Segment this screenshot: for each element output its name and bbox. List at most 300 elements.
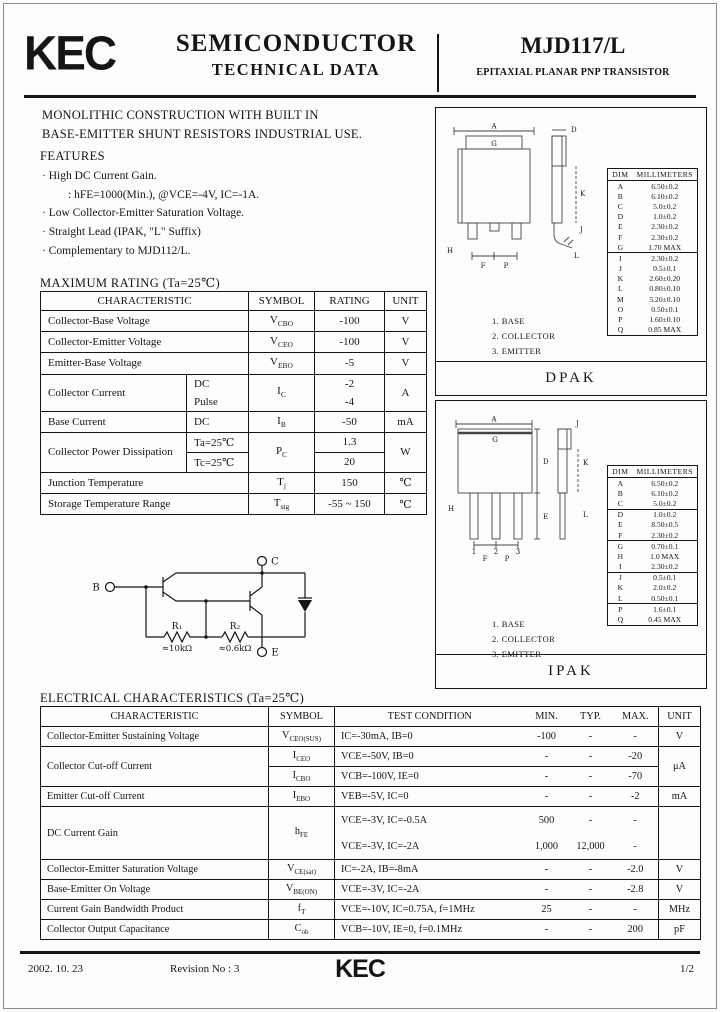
rating-row xyxy=(41,472,427,493)
dim-cell: 6.50±0.2 xyxy=(651,181,679,191)
feature-item: : hFE=1000(Min.), @VCE=-4V, IC=-1A. xyxy=(68,188,260,201)
electrical-characteristics-table xyxy=(40,706,701,940)
dim-cell: Q xyxy=(617,325,624,335)
min-cell: -100 xyxy=(525,727,569,747)
characteristic-cell: Emitter Cut-off Current xyxy=(41,787,269,807)
condition-cell: Ta=25℃ xyxy=(187,432,249,452)
symbol-main: I xyxy=(292,749,297,761)
symbol-sub: CEO xyxy=(296,755,311,764)
header-condition: TEST CONDITION xyxy=(335,707,525,727)
dim-cell: G xyxy=(617,541,624,551)
characteristic-cell: Junction Temperature xyxy=(41,472,249,493)
ipak-dim-row xyxy=(608,509,698,520)
dim-label: H xyxy=(448,505,455,513)
dim-cell: K xyxy=(617,274,624,284)
dim-cell: 5.0±0.2 xyxy=(632,498,697,509)
min-cell: - xyxy=(525,747,569,767)
dim-label: D xyxy=(543,458,549,466)
dim-cell: 6.50±0.2 xyxy=(651,478,679,488)
ipak-dim-row xyxy=(608,604,698,615)
dim-cell: 2.30±0.2 xyxy=(651,222,679,232)
feature-item: · High DC Current Gain. xyxy=(42,170,157,182)
title-semiconductor: SEMICONDUCTOR xyxy=(175,30,417,57)
min-cell: - xyxy=(525,880,569,900)
unit-cell: V xyxy=(659,727,701,747)
header-unit: UNIT xyxy=(385,292,427,311)
dim-cell: 0.50±0.1 xyxy=(632,593,697,604)
symbol-cell xyxy=(269,900,335,920)
elec-row xyxy=(41,747,701,767)
condition-cell: Tc=25℃ xyxy=(187,452,249,472)
header-characteristic: CHARACTERISTIC xyxy=(41,292,249,311)
max-cell: -2 xyxy=(613,787,659,807)
typ-cell: - xyxy=(569,920,613,940)
symbol-main: V xyxy=(270,335,278,348)
dim-label: J xyxy=(576,420,579,428)
ipak-dim-row xyxy=(608,614,698,625)
ipak-dim-row xyxy=(608,541,698,552)
elec-row xyxy=(41,727,701,747)
symbol-cell xyxy=(269,860,335,880)
max-cell: -20 xyxy=(613,747,659,767)
dim-cell: D xyxy=(617,212,624,222)
header-symbol: SYMBOL xyxy=(269,707,335,727)
rating-cell: 20 xyxy=(315,452,385,472)
symbol-main: T xyxy=(273,496,281,509)
dim-cell: L xyxy=(618,284,623,294)
part-block xyxy=(450,33,696,78)
dim-cell: E xyxy=(618,520,623,530)
characteristic-cell: Base Current xyxy=(41,411,187,432)
rating-cell: -55 ~ 150 xyxy=(315,493,385,514)
feature-item: · Straight Lead (IPAK, "L" Suffix) xyxy=(42,225,201,238)
dim-cell: G xyxy=(608,242,633,253)
dpak-dimension-table xyxy=(607,168,698,336)
dpak-dim-row xyxy=(608,325,698,336)
dim-cell: 2.30±0.2 xyxy=(632,530,697,541)
dim-cell: 0.80±0.10 xyxy=(649,284,681,294)
min-cell: - xyxy=(525,767,569,787)
dim-cell: E xyxy=(618,222,623,232)
dim-cell: Q xyxy=(617,615,624,625)
unit-cell: μA xyxy=(659,747,701,787)
part-number: MJD117/L xyxy=(520,33,626,58)
symbol-sub: EBO xyxy=(278,361,293,371)
dim-cell: 1.0 MAX xyxy=(650,551,680,561)
dim-col-header: DIM xyxy=(608,169,633,181)
header-divider xyxy=(437,34,439,92)
rating-row xyxy=(41,353,427,374)
characteristic-cell: Collector-Emitter Saturation Voltage xyxy=(41,860,269,880)
elec-row xyxy=(41,900,701,920)
symbol-cell xyxy=(249,411,315,432)
symbol-sub: CBO xyxy=(296,775,311,784)
typ-cell: - xyxy=(569,900,613,920)
min-cell: 1,000 xyxy=(525,833,569,860)
dim-cell: B xyxy=(617,488,623,498)
dim-cell: 1.60±0.10 xyxy=(649,315,681,325)
rating-cell: -100 xyxy=(315,311,385,332)
header-characteristic: CHARACTERISTIC xyxy=(41,707,269,727)
dpak-caption: DPAK xyxy=(436,361,706,395)
symbol-sub: BE(ON) xyxy=(293,888,318,897)
dim-label: H xyxy=(447,247,454,255)
symbol-sub: EBO xyxy=(296,795,311,804)
dim-cell: 6.10±0.2 xyxy=(651,191,679,201)
min-cell: - xyxy=(525,787,569,807)
dim-label: P xyxy=(503,262,509,270)
dim-label: F xyxy=(482,555,488,563)
dim-cell: 0.5±0.1 xyxy=(653,573,677,583)
characteristic-cell: Collector-Emitter Sustaining Voltage xyxy=(41,727,269,747)
title-technical-data: TECHNICAL DATA xyxy=(211,60,381,79)
maximum-rating-heading: MAXIMUM RATING (Ta=25℃) xyxy=(40,276,221,290)
min-cell: 25 xyxy=(525,900,569,920)
rating-cell: -100 xyxy=(315,332,385,353)
ipak-dim-row xyxy=(608,593,698,604)
header-typ: TYP. xyxy=(569,707,613,727)
rating-cell: 1.3 xyxy=(315,432,385,452)
condition-cell: VCE=-50V, IB=0 xyxy=(335,747,525,767)
dim-label: A xyxy=(491,122,497,131)
ipak-pin-label: 3. EMITTER xyxy=(492,648,542,659)
typ-cell: - xyxy=(569,880,613,900)
equivalent-circuit-diagram xyxy=(58,540,393,690)
dim-cell: K xyxy=(617,583,624,593)
rating-cell: -5 xyxy=(315,353,385,374)
dim-cell: M xyxy=(616,294,624,304)
condition-cell: DC xyxy=(187,374,249,393)
rating-cell: -4 xyxy=(315,393,385,412)
terminal-e-label: E xyxy=(271,647,279,659)
rating-row xyxy=(41,311,427,332)
dim-cell: 0.50±0.1 xyxy=(651,304,679,314)
dim-cell: F xyxy=(608,530,633,541)
dpak-dim-row xyxy=(608,242,698,253)
dpak-dim-row xyxy=(608,274,698,284)
symbol-main: f xyxy=(297,902,302,914)
feature-item: · Complementary to MJD112/L. xyxy=(42,244,191,257)
ipak-dim-row xyxy=(608,478,698,489)
ipak-dim-row xyxy=(608,562,698,573)
rating-row xyxy=(41,332,427,353)
footer-rule xyxy=(20,951,700,954)
terminal-c-label: C xyxy=(271,556,279,568)
max-cell: 200 xyxy=(613,920,659,940)
elec-row xyxy=(41,807,701,834)
characteristic-cell: Collector Output Capacitance xyxy=(41,920,269,940)
dpak-dim-row xyxy=(608,222,698,232)
symbol-cell xyxy=(269,880,335,900)
ipak-outline-drawing xyxy=(440,415,595,607)
symbol-main: I xyxy=(277,385,281,398)
typ-cell: - xyxy=(569,860,613,880)
dim-cell: 2.30±0.2 xyxy=(651,232,679,242)
dpak-dim-row xyxy=(608,232,698,242)
description-line: MONOLITHIC CONSTRUCTION WITH BUILT IN xyxy=(42,108,319,122)
max-cell: - xyxy=(613,900,659,920)
features-list xyxy=(42,167,259,260)
dim-cell: D xyxy=(617,510,624,520)
unit-cell: V xyxy=(659,880,701,900)
dim-cell: 1.70 MAX xyxy=(632,242,697,253)
dim-header-row xyxy=(608,466,698,478)
typ-cell: 12,000 xyxy=(569,833,613,860)
unit-cell: ℃ xyxy=(385,493,427,514)
dpak-package-panel xyxy=(435,107,707,396)
description xyxy=(42,106,362,144)
dim-cell: P xyxy=(618,315,623,325)
symbol-cell xyxy=(249,332,315,353)
condition-cell: VCE=-3V, IC=-2A xyxy=(335,880,525,900)
dpak-outline-drawing xyxy=(440,122,595,314)
dim-cell: 1.6±0.1 xyxy=(653,604,677,614)
ipak-caption: IPAK xyxy=(436,654,706,688)
dim-cell: 0.5±0.1 xyxy=(653,264,677,274)
dim-cell: C xyxy=(608,498,633,509)
dim-label: D xyxy=(571,126,577,134)
characteristic-cell: Storage Temperature Range xyxy=(41,493,249,514)
condition-cell: VCB=-100V, IE=0 xyxy=(335,767,525,787)
dim-cell: O xyxy=(617,304,624,314)
header-unit: UNIT xyxy=(659,707,701,727)
footer-revision: Revision No : 3 xyxy=(170,963,240,975)
characteristic-cell: DC Current Gain xyxy=(41,807,269,860)
characteristic-cell: Collector Current xyxy=(41,374,187,411)
dim-label: L xyxy=(574,252,579,260)
min-cell: - xyxy=(525,920,569,940)
rating-row xyxy=(41,493,427,514)
resistor-r1-label: R₁ xyxy=(171,622,183,632)
dim-cell: F xyxy=(618,232,623,242)
symbol-sub: B xyxy=(280,419,286,429)
dim-label: L xyxy=(583,511,588,519)
dim-cell: C xyxy=(617,201,623,211)
footer-kec-logo: KEC xyxy=(335,955,385,983)
dim-cell: 2.60±0.20 xyxy=(649,274,681,284)
dpak-dim-row xyxy=(608,294,698,304)
unit-cell: V xyxy=(385,311,427,332)
dim-label: J xyxy=(580,226,583,234)
rating-cell: -50 xyxy=(315,411,385,432)
dpak-pin-label: 1. BASE xyxy=(492,316,526,326)
dim-header-row xyxy=(608,169,698,181)
dim-cell: J xyxy=(618,264,622,274)
symbol-main: h xyxy=(294,826,300,838)
symbol-sub: FE xyxy=(299,831,309,840)
resistor-r1-value: ≈10kΩ xyxy=(161,644,193,654)
ipak-dim-row xyxy=(608,530,698,541)
header-min: MIN. xyxy=(525,707,569,727)
symbol-sub: CBO xyxy=(277,319,294,329)
ipak-dim-row xyxy=(608,583,698,593)
ipak-dimension-table xyxy=(607,465,698,626)
ipak-pin-label: 1. BASE xyxy=(492,619,526,629)
symbol-cell xyxy=(249,353,315,374)
symbol-cell xyxy=(269,727,335,747)
symbol-sub: CEO xyxy=(278,340,293,350)
dim-label: E xyxy=(543,513,549,521)
dpak-dim-row xyxy=(608,201,698,211)
ipak-pin-label: 2. COLLECTOR xyxy=(492,633,556,644)
ipak-dim-row xyxy=(608,498,698,509)
condition-cell: IC=-30mA, IB=0 xyxy=(335,727,525,747)
unit-cell: V xyxy=(385,332,427,353)
condition-cell: DC xyxy=(187,411,249,432)
symbol-sub: C xyxy=(280,390,286,400)
symbol-main: I xyxy=(292,769,297,781)
dpak-dim-row xyxy=(608,304,698,314)
characteristic-cell: Collector-Base Voltage xyxy=(41,311,249,332)
unit-cell: V xyxy=(385,353,427,374)
dpak-pin-list xyxy=(492,314,555,359)
symbol-sub: stg xyxy=(280,502,290,512)
elec-row xyxy=(41,920,701,940)
symbol-main: V xyxy=(269,314,278,326)
symbol-cell xyxy=(249,472,315,493)
dim-cell: P xyxy=(618,604,623,614)
symbol-main: V xyxy=(282,729,290,741)
part-subtitle: EPITAXIAL PLANAR PNP TRANSISTOR xyxy=(476,67,670,78)
condition-cell: VEB=-5V, IC=0 xyxy=(335,787,525,807)
symbol-cell xyxy=(249,311,315,332)
symbol-main: C xyxy=(294,922,302,934)
resistor-r2-value: ≈0.6kΩ xyxy=(218,644,252,654)
dim-cell: J xyxy=(618,573,622,583)
dim-cell: 6.10±0.2 xyxy=(651,488,679,498)
unit-cell: W xyxy=(385,432,427,472)
dim-cell: 8.50±0.5 xyxy=(651,520,679,530)
dim-cell: 5.0±0.2 xyxy=(653,201,677,211)
unit-cell: mA xyxy=(385,411,427,432)
unit-cell: A xyxy=(385,374,427,411)
characteristic-cell: Collector Cut-off Current xyxy=(41,747,269,787)
symbol-cell xyxy=(269,787,335,807)
dim-col-header: MILLIMETERS xyxy=(632,169,697,181)
footer-page-number: 1/2 xyxy=(679,963,694,975)
dim-cell: B xyxy=(617,191,623,201)
characteristic-cell: Emitter-Base Voltage xyxy=(41,353,249,374)
unit-cell: pF xyxy=(659,920,701,940)
symbol-cell xyxy=(249,374,315,411)
elec-row xyxy=(41,860,701,880)
header-rule xyxy=(24,95,696,98)
dim-cell: 1.0±0.2 xyxy=(653,510,677,520)
ipak-dim-row xyxy=(608,488,698,498)
max-cell: -70 xyxy=(613,767,659,787)
typ-cell: - xyxy=(569,727,613,747)
rating-row xyxy=(41,374,427,393)
dim-col-header: DIM xyxy=(608,466,633,478)
pin-number-label: 3 xyxy=(515,548,521,556)
unit-cell: V xyxy=(659,860,701,880)
symbol-main: T xyxy=(277,475,284,488)
header-symbol: SYMBOL xyxy=(249,292,315,311)
dpak-dim-row xyxy=(608,253,698,264)
symbol-sub: T xyxy=(301,908,306,917)
typ-cell: - xyxy=(569,747,613,767)
symbol-main: I xyxy=(292,789,297,801)
symbol-sub: CEO(SUS) xyxy=(289,735,321,744)
typ-cell: - xyxy=(569,767,613,787)
condition-cell: VCE=-3V, IC=-0.5A xyxy=(335,807,525,834)
symbol-cell xyxy=(249,432,315,472)
dim-label: G xyxy=(491,140,497,148)
kec-logo: KEC xyxy=(24,25,116,81)
symbol-main: V xyxy=(285,882,294,894)
dpak-pin-label: 2. COLLECTOR xyxy=(492,330,556,341)
ipak-dim-row xyxy=(608,520,698,530)
min-cell: - xyxy=(525,860,569,880)
symbol-sub: CE(sat) xyxy=(294,868,316,877)
dim-label: F xyxy=(480,262,486,270)
min-cell: 500 xyxy=(525,807,569,834)
symbol-main: P xyxy=(275,445,283,458)
symbol-cell xyxy=(269,747,335,767)
symbol-main: V xyxy=(270,356,278,369)
max-cell: -2.0 xyxy=(613,860,659,880)
dpak-dim-row xyxy=(608,284,698,294)
dpak-dim-row xyxy=(608,191,698,201)
dim-label: P xyxy=(504,555,510,563)
internal-diode-icon xyxy=(144,571,312,639)
rating-header-row xyxy=(41,292,427,311)
dim-cell: A xyxy=(617,478,624,488)
dpak-dim-row xyxy=(608,181,698,192)
symbol-sub: ob xyxy=(301,928,309,937)
ipak-dim-row xyxy=(608,551,698,561)
unit-cell: mA xyxy=(659,787,701,807)
dim-cell: 5.20±0.10 xyxy=(649,294,681,304)
header-max: MAX. xyxy=(613,707,659,727)
unit-cell xyxy=(659,807,701,860)
elec-row xyxy=(41,880,701,900)
characteristic-cell: Collector Power Dissipation xyxy=(41,432,187,472)
max-cell: - xyxy=(613,807,659,834)
maximum-rating-table xyxy=(40,291,427,515)
dpak-dim-row xyxy=(608,314,698,324)
electrical-characteristics-heading: ELECTRICAL CHARACTERISTICS (Ta=25℃) xyxy=(40,691,305,705)
typ-cell: - xyxy=(569,807,613,834)
dim-cell: 2.30±0.2 xyxy=(651,253,679,263)
dpak-pin-label: 3. EMITTER xyxy=(492,345,542,356)
dim-label: A xyxy=(491,415,497,424)
condition-cell: Pulse xyxy=(187,393,249,412)
symbol-cell xyxy=(269,807,335,860)
dim-cell: 0.70±0.1 xyxy=(651,541,679,551)
symbol-cell xyxy=(269,767,335,787)
dpak-dim-row xyxy=(608,212,698,222)
condition-cell: VCE=-3V, IC=-2A xyxy=(335,833,525,860)
dim-cell: L xyxy=(608,593,633,604)
elec-header-row xyxy=(41,707,701,727)
resistor-r2-label: R₂ xyxy=(229,622,241,632)
ipak-dim-row xyxy=(608,572,698,583)
symbol-cell xyxy=(269,920,335,940)
typ-cell: - xyxy=(569,787,613,807)
symbol-main: V xyxy=(287,862,295,874)
dim-cell: A xyxy=(617,181,624,191)
dim-label: K xyxy=(580,190,586,198)
feature-item: · Low Collector-Emitter Saturation Voltage. xyxy=(42,207,245,220)
condition-cell: VCE=-10V, IC=0.75A, f=1MHz xyxy=(335,900,525,920)
rating-row xyxy=(41,411,427,432)
condition-cell: IC=-2A, IB=-8mA xyxy=(335,860,525,880)
dim-cell: H xyxy=(617,551,624,561)
symbol-sub: j xyxy=(283,480,286,490)
dim-cell: I xyxy=(619,253,622,263)
pin-number-label: 2 xyxy=(493,548,499,556)
